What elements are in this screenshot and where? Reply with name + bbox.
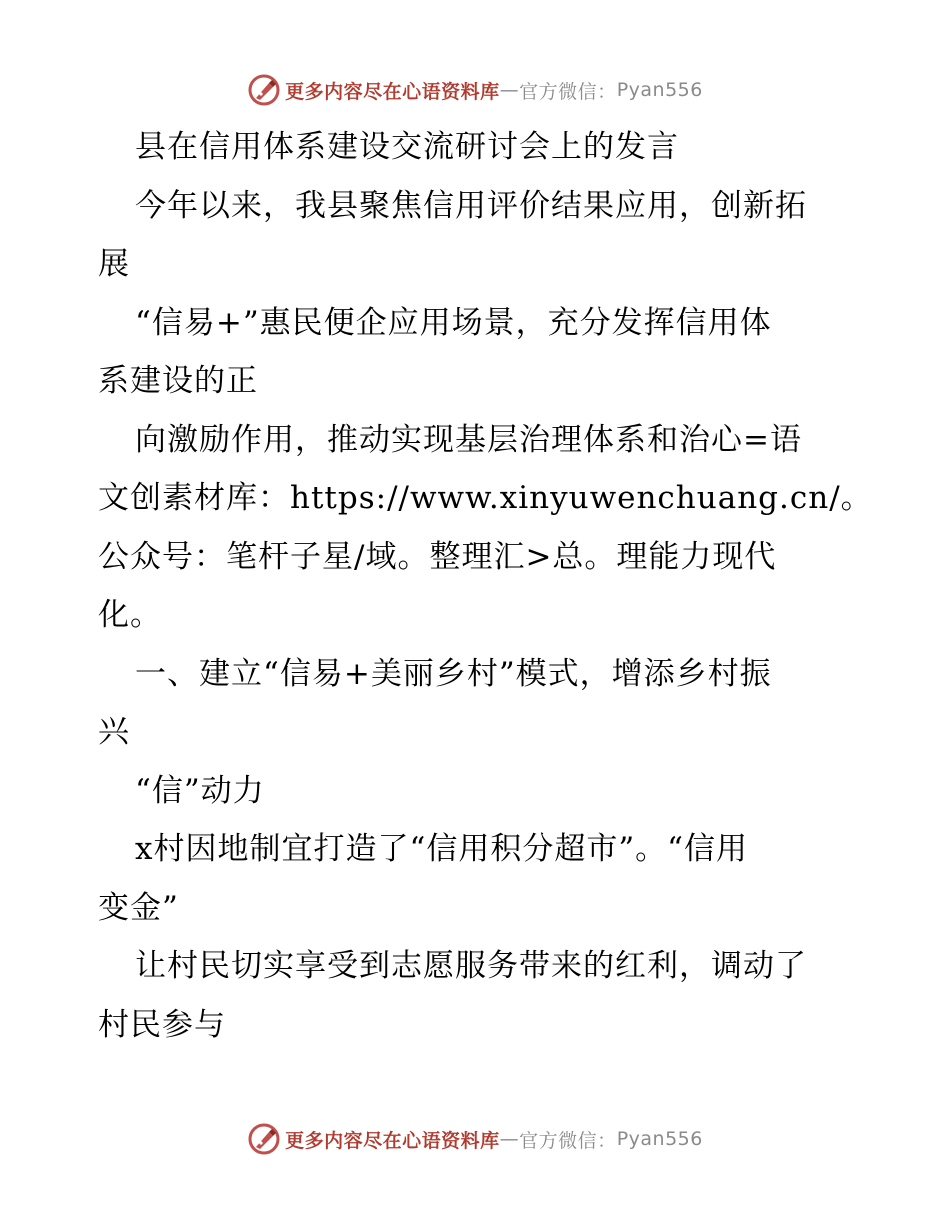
section-heading-line: “信”动力 [135,772,265,809]
paragraph-line: 村民参与 [98,1006,226,1043]
paragraph-line: 展 [98,246,130,282]
header-watermark-banner [0,70,950,110]
watermark-wechat-label: 官方微信： [519,80,617,103]
paragraph-line: 变金” [98,889,179,926]
watermark-main-text: 更多内容尽在心语资料库 [285,80,500,103]
footer-watermark-banner [0,1119,950,1159]
paragraph-line: 文创素材库：https://www.xinyuwenchuang.cn/。 [98,480,873,516]
watermark-separator: — [499,1128,520,1150]
watermark-wechat-id: Pyan556 [616,79,703,101]
watermark-wechat-label: 官方微信： [519,1129,617,1152]
watermark-wechat-id: Pyan556 [616,1128,703,1150]
pen-nib-logo-icon [247,1122,281,1156]
paragraph-line: 让村民切实享受到志愿服务带来的红利，调动了 [135,948,807,984]
watermark-separator: — [499,79,520,101]
paragraph-line: 化。 [98,597,162,633]
paragraph-line: 公众号：笔杆子星/域。整理汇>总。理能力现代 [98,538,777,575]
document-title: 县在信用体系建设交流研讨会上的发言 [135,129,679,165]
paragraph-line: 今年以来，我县聚焦信用评价结果应用，创新拓 [135,187,807,224]
section-heading-line: 一、建立“信易+美丽乡村”模式，增添乡村振 [135,655,772,692]
section-heading-line: 兴 [98,714,130,750]
pen-nib-logo-icon [247,73,281,107]
paragraph-line: “信易+”惠民便企应用场景，充分发挥信用体 [135,304,772,341]
watermark-main-text: 更多内容尽在心语资料库 [285,1129,500,1152]
document-body [98,118,873,1054]
paragraph-line: 向激励作用，推动实现基层治理体系和治心=语 [135,421,802,458]
paragraph-line: 系建设的正 [98,363,258,399]
paragraph-line: x村因地制宜打造了“信用积分超市”。“信用 [135,831,749,867]
